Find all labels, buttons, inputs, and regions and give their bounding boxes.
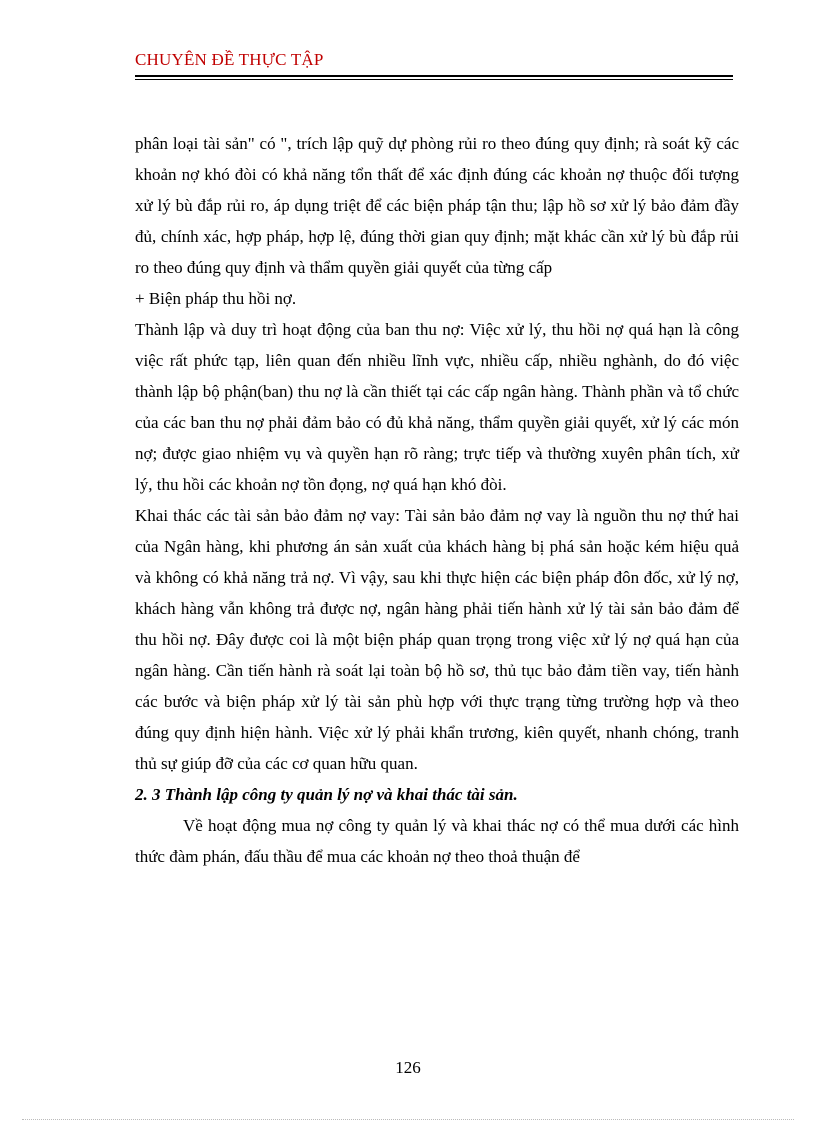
- header-title: CHUYÊN ĐỀ THỰC TẬP: [135, 50, 324, 69]
- page-bottom-edge: [22, 1119, 794, 1120]
- paragraph-collection-board: Thành lập và duy trì hoạt động của ban thu nợ: Việc xử lý, thu hồi nợ quá hạn là công việc rất phức tạp, liên quan đến nhiều lĩnh vực, nhiều cấp, nhiều nghành, do đó việc thành lập bộ phận(ban) thu nợ là cần thiết tại các cấp ngân hàng. Thành phần và tổ chức của các ban thu nợ phải đảm bảo có đủ khả năng, thẩm quyền giải quyết, xử lý các món nợ; được giao nhiệm vụ và quyền hạn rõ ràng; trực tiếp và thường xuyên phân tích, xử lý, thu hồi các khoản nợ tồn đọng, nợ quá hạn khó đòi.: [135, 320, 739, 494]
- header-rule: [135, 75, 733, 80]
- paragraph-debt-purchase: Về hoạt động mua nợ công ty quản lý và khai thác nợ có thể mua dưới các hình thức đàm phán, đấu thầu để mua các khoản nợ theo thoả thuận để: [135, 816, 739, 866]
- paragraph-collateral: Khai thác các tài sản bảo đảm nợ vay: Tài sản bảo đảm nợ vay là nguồn thu nợ thứ hai của Ngân hàng, khi phương án sản xuất của khách hàng bị phá sản hoặc kém hiệu quả và không có khả năng trả nợ. Vì vậy, sau khi thực hiện các biện pháp đôn đốc, xử lý nợ, khách hàng vẫn không trả được nợ, ngân hàng phải tiến hành xử lý tài sản bảo đảm để thu hồi nợ. Đây được coi là một biện pháp quan trọng trong việc xử lý nợ quá hạn của ngân hàng. Cần tiến hành rà soát lại toàn bộ hồ sơ, thủ tục bảo đảm tiền vay, tiến hành các bước và biện pháp xử lý tài sản phù hợp với thực trạng từng trường hợp và theo đúng quy định hiện hành. Việc xử lý phải khẩn trương, kiên quyết, nhanh chóng, tranh thủ sự giúp đỡ của các cơ quan hữu quan.: [135, 506, 739, 773]
- paragraph-risk-provision: phân loại tài sản" có ", trích lập quỹ dự phòng rủi ro theo đúng quy định; rà soát kỹ các khoản nợ khó đòi có khả năng tổn thất để xác định đúng các khoản nợ thuộc đối tượng xử lý bù đắp rủi ro, áp dụng triệt để các biện pháp tận thu; lập hồ sơ xử lý bảo đảm đầy đủ, chính xác, hợp pháp, hợp lệ, đúng thời gian quy định; mặt khác cần xử lý bù đắp rủi ro theo đúng quy định và thẩm quyền giải quyết của từng cấp: [135, 134, 739, 277]
- document-body: [135, 128, 739, 872]
- page-number: 126: [395, 1058, 421, 1077]
- paragraph-debt-recovery-title: + Biện pháp thu hồi nợ.: [135, 289, 297, 308]
- page-header: [135, 50, 733, 80]
- section-heading: 2. 3 Thành lập công ty quản lý nợ và khai thác tài sản.: [135, 785, 518, 804]
